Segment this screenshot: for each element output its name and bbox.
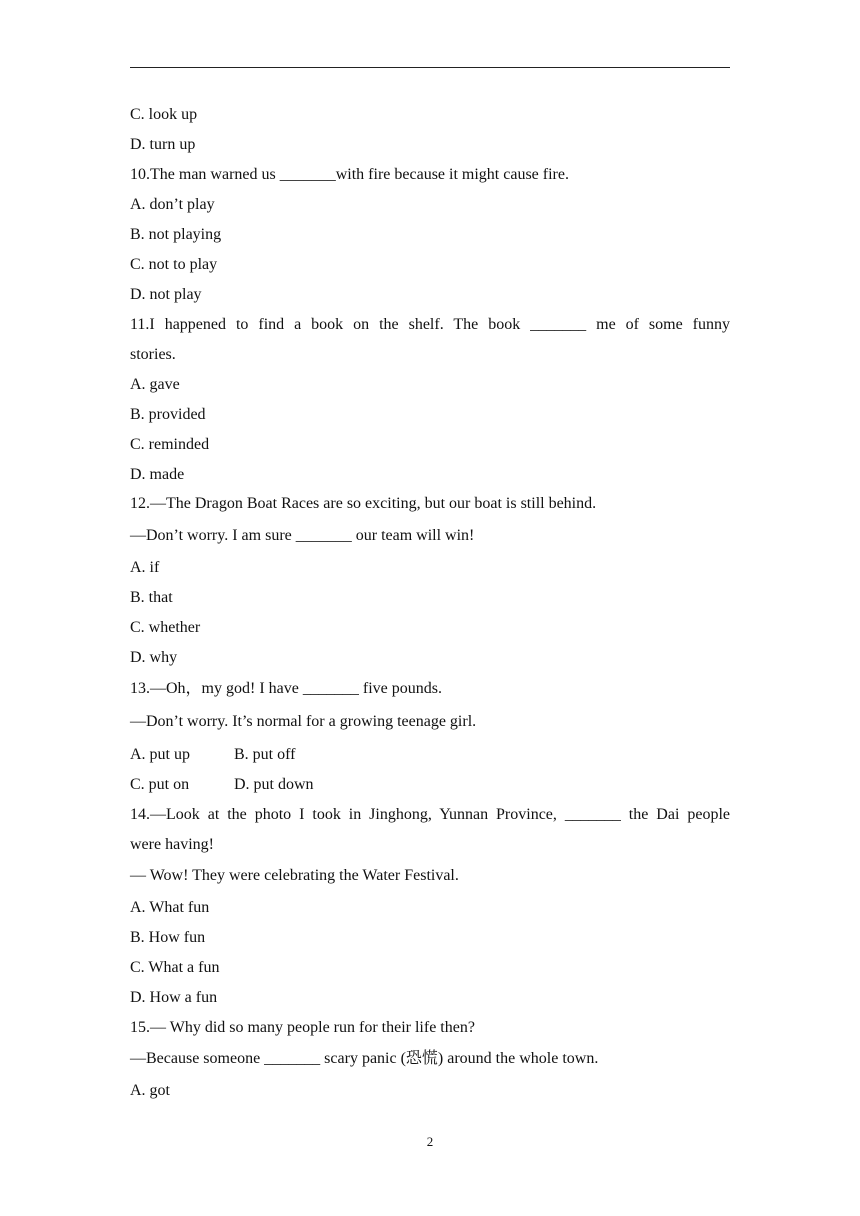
question-12-reply: —Don’t worry. I am sure _______ our team will win! [130,527,475,544]
question-11-line-2: stories. [130,346,176,363]
question-15: 15.— Why did so many people run for their life then? [130,1019,475,1036]
option-11c: C. reminded [130,436,210,453]
header-rule [130,67,730,68]
option-14d: D. How a fun [130,989,218,1006]
option-10b: B. not playing [130,226,222,243]
option-15a: A. got [130,1082,170,1099]
option-14c: C. What a fun [130,959,220,976]
option-10d: D. not play [130,286,202,303]
option-13d: D. put down [234,776,314,793]
question-14-line-2: were having! [130,836,214,853]
option-9c: C. look up [130,106,198,123]
option-9d: D. turn up [130,136,196,153]
question-14-reply: — Wow! They were celebrating the Water Festival. [130,867,459,884]
question-12: 12.—The Dragon Boat Races are so exciting, but our boat is still behind. [130,495,597,512]
option-11a: A. gave [130,376,180,393]
option-11d: D. made [130,466,185,483]
option-12d: D. why [130,649,178,666]
option-10a: A. don’t play [130,196,215,213]
question-14-line-1: 14.—Look at the photo I took in Jinghong, Yunnan Province, _______ the Dai people [130,806,730,823]
option-12a: A. if [130,559,160,576]
option-14b: B. How fun [130,929,206,946]
option-12b: B. that [130,589,173,606]
option-13b: B. put off [234,746,296,763]
page-number: 2 [426,1134,434,1149]
question-15-reply: —Because someone _______ scary panic (恐慌) around the whole town. [130,1050,599,1067]
question-10: 10.The man warned us _______with fire because it might cause fire. [130,166,569,183]
option-12c: C. whether [130,619,201,636]
question-13-reply: —Don’t worry. It’s normal for a growing teenage girl. [130,713,477,730]
option-10c: C. not to play [130,256,218,273]
question-11-line-1: 11.I happened to find a book on the shelf. The book _______ me of some funny [130,316,730,333]
option-13a: A. put up [130,746,190,763]
option-11b: B. provided [130,406,206,423]
option-14a: A. What fun [130,899,210,916]
question-13: 13.—Oh，my god! I have _______ five pounds. [130,680,442,697]
option-13c: C. put on [130,776,190,793]
